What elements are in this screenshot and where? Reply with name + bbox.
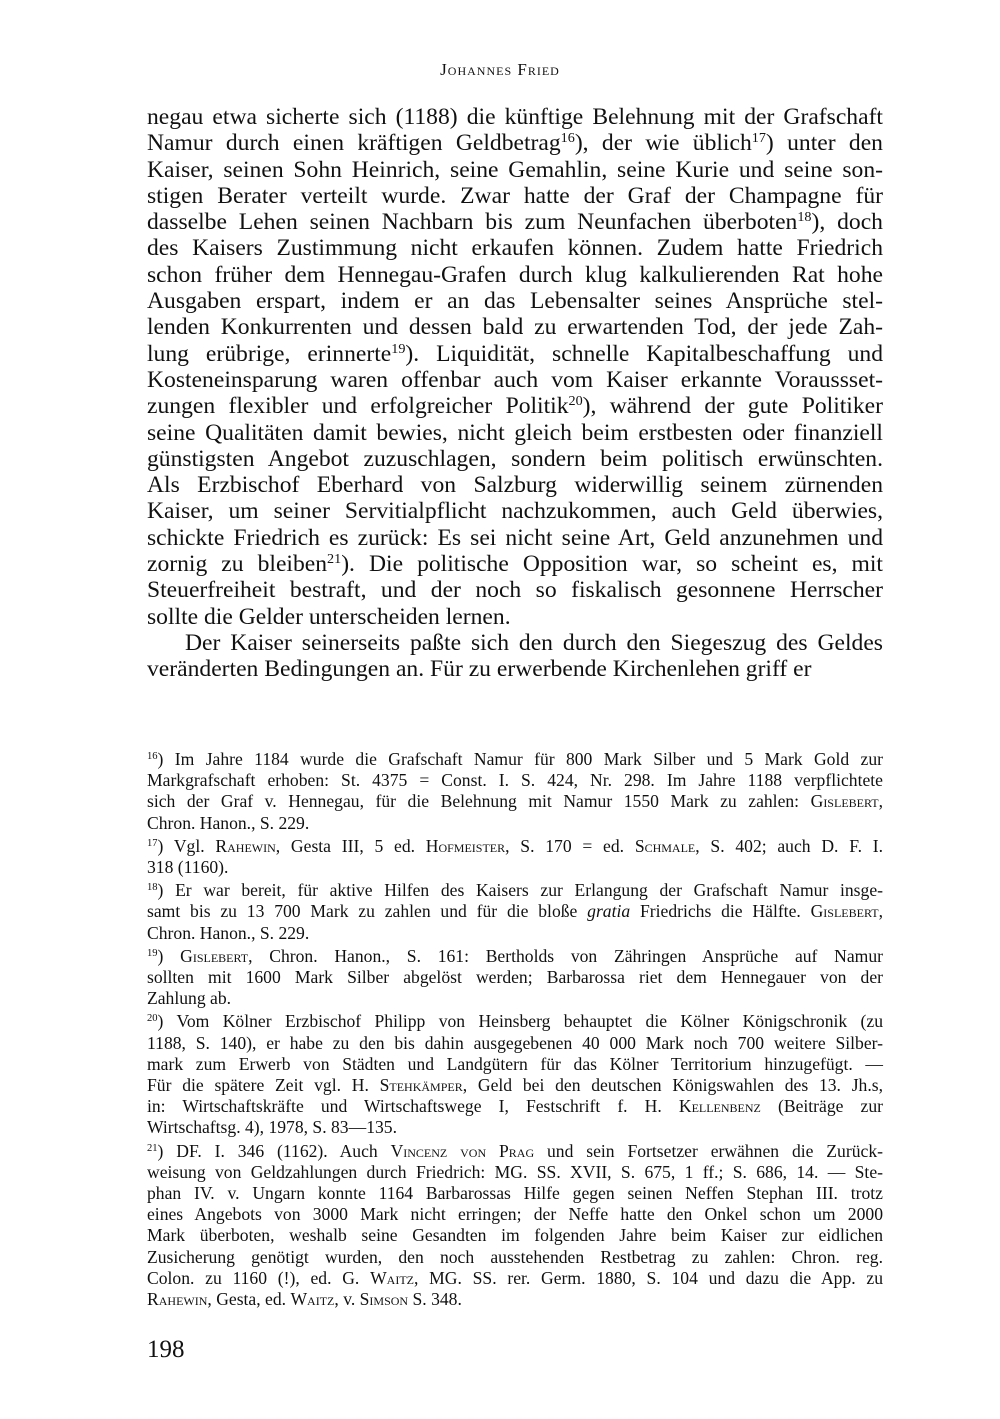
author-name: Gislebert	[810, 901, 879, 922]
footnote-reference: 18	[797, 209, 812, 226]
footnote-number: 19	[147, 948, 158, 960]
footnote-reference: 20	[568, 393, 583, 410]
footnote-number: 16	[147, 751, 158, 763]
text-line: stigen Berater verteilt wurde. Zwar hatte der Graf der Champagne für	[147, 182, 883, 209]
text-line: des Kaisers Zustimmung nicht erkaufen können. Zudem hatte Friedrich	[147, 235, 883, 262]
footnote-line: Zusicherung genötigt wurden, den noch ausstehenden Restbetrag zu zahlen: Chron. reg.	[147, 1246, 883, 1267]
page-number: 198	[147, 1336, 185, 1363]
text-line: Kosteneinsparung waren offenbar auch vom Kaiser erkannte Voraussset-	[147, 366, 883, 393]
text-line: Kaiser, seinen Sohn Heinrich, seine Gemahlin, seine Kurie und seine son-	[147, 156, 883, 183]
author-name: Kellenbenz	[678, 1096, 761, 1117]
text-line: Steuerfreiheit bestraft, und der noch so fiskalisch gesonnene Herrscher	[147, 577, 883, 604]
footnote-17	[147, 836, 883, 878]
author-name: Hofmeister	[425, 835, 506, 856]
text-line: Ausgaben erspart, indem er an das Lebensalter seines Ansprüche stel-	[147, 288, 883, 315]
footnote-number: 17	[147, 838, 158, 850]
author-name: Vincenz von Prag	[390, 1140, 535, 1161]
author-name: Waitz	[290, 1289, 335, 1310]
text-line: Als Erzbischof Eberhard von Salzburg widerwillig seinem zürnenden	[147, 472, 883, 499]
author-name: Simson	[359, 1289, 409, 1310]
footnote-20	[147, 1011, 883, 1138]
paragraph	[147, 630, 883, 683]
footnote-line: sich der Graf v. Hennegau, für die Belehnung mit Namur 1550 Mark zu zahlen: Gislebert,	[147, 791, 883, 812]
footnote-line: $^{20}$) Vom Kölner Erzbischof Philipp von Heinsberg behauptet die Kölner Königschronik (zu	[147, 1011, 883, 1032]
footnote-reference: 16	[560, 130, 575, 147]
footnote-reference: 21	[327, 551, 342, 568]
footnote-line: $^{19}$) Gislebert, Chron. Hanon., S. 161: Bertholds von Zähringen Ansprüche auf Namur	[147, 945, 883, 966]
footnote-line: Chron. Hanon., S. 229.	[147, 922, 310, 943]
author-name: Gislebert	[180, 945, 249, 966]
footnote-21	[147, 1141, 883, 1311]
footnote-number: 21	[147, 1142, 158, 1154]
footnote-line: Zahlung ab.	[147, 988, 232, 1009]
author-name: Rahewin	[215, 835, 276, 856]
footnote-line: samt bis zu 13 700 Mark zu zahlen und für die bloße gratia Friedrichs die Hälfte. Gislebert,	[147, 901, 883, 922]
footnote-reference: 19	[391, 340, 406, 357]
footnote-line: phan IV. v. Ungarn konnte 1164 Barbarossas Hilfe gegen seinen Neffen Stephan III. trotz	[147, 1183, 883, 1204]
text-line: zungen flexibler und erfolgreicher Politik$^{20}$), während der gute Politiker	[147, 393, 883, 420]
author-name: Stehkämper	[379, 1075, 463, 1096]
text-line: Namur durch einen kräftigen Geldbetrag$^{16}$), der wie üblich$^{17}$) unter den	[147, 130, 883, 157]
author-name: Rahewin	[147, 1289, 208, 1310]
italic-term: gratia	[587, 901, 631, 922]
footnotes	[147, 749, 883, 1312]
text-line: Kaiser, um seiner Servitialpflicht nachzukommen, auch Geld überwies,	[147, 498, 883, 525]
footnote-line: $^{16}$) Im Jahre 1184 wurde die Grafschaft Namur für 800 Mark Silber und 5 Mark Gold zur	[147, 749, 883, 769]
text-line: Der Kaiser seinerseits paßte sich den durch den Siegeszug des Geldes	[185, 629, 883, 656]
footnote-number: 20	[147, 1013, 158, 1025]
text-line: zornig zu bleiben$^{21}$). Die politische Opposition war, so scheint es, mit	[147, 551, 883, 578]
text-line: dasselbe Lehen seinen Nachbarn bis zum Neunfachen überboten$^{18}$), doch	[147, 209, 883, 236]
footnote-line: Colon. zu 1160 (!), ed. G. Waitz, MG. SS. rer. Germ. 1880, S. 104 und dazu die App. zu	[147, 1267, 883, 1288]
footnote-line: weisung von Geldzahlungen durch Friedrich: MG. SS. XVII, S. 675, 1 ff.; S. 686, 14. — Ste-	[147, 1161, 883, 1182]
footnote-reference: 17	[751, 130, 766, 147]
footnote-line: eines Angebots von 3000 Mark nicht erringen; der Neffe hatte den Onkel schon um 2000	[147, 1204, 883, 1225]
text-line: negau etwa sicherte sich (1188) die künftige Belehnung mit der Grafschaft	[147, 104, 883, 130]
footnote-line: in: Wirtschaftskräfte und Wirtschaftswege I, Festschrift f. H. Kellenbenz (Beiträge zur	[147, 1096, 883, 1117]
footnote-number: 18	[147, 882, 158, 894]
footnote-18	[147, 880, 883, 944]
author-name: Waitz	[370, 1267, 415, 1288]
text-line: günstigsten Angebot zuzuschlagen, sondern beim politisch erwünschten.	[147, 445, 883, 472]
paragraph	[147, 104, 883, 630]
footnote-line: sollten mit 1600 Mark Silber abgelöst werden; Barbarossa riet dem Hennegauer von der	[147, 967, 883, 988]
text-line: seine Qualitäten damit bewies, nicht gleich beim erstbesten oder finanziell	[147, 419, 883, 446]
footnote-16	[147, 749, 883, 834]
text-line: lung erübrige, erinnerte$^{19}$). Liquidität, schnelle Kapitalbeschaffung und	[147, 340, 883, 367]
footnote-line: $^{18}$) Er war bereit, für aktive Hilfen des Kaisers zur Erlangung der Grafschaft Namur insge-	[147, 880, 883, 901]
text-line: schickte Friedrich es zurück: Es sei nicht seine Art, Geld anzunehmen und	[147, 524, 883, 551]
footnote-line: 318 (1160).	[147, 857, 229, 878]
footnote-line: Für die spätere Zeit vgl. H. Stehkämper, Geld bei den deutschen Königswahlen des 13. Jh.s,	[147, 1075, 883, 1096]
footnote-line: Markgrafschaft erhoben: St. 4375 = Const. I. S. 424, Nr. 298. Im Jahre 1188 verpflichtete	[147, 770, 883, 791]
running-head: Johannes Fried	[440, 60, 560, 79]
footnote-line: 1188, S. 140), er habe zu den bis dahin ausgegebenen 40 000 Mark noch 700 weitere Silber-	[147, 1032, 883, 1053]
text-line: sollte die Gelder unterscheiden lernen.	[147, 603, 511, 630]
author-name: Gislebert	[810, 791, 879, 812]
footnote-19	[147, 946, 883, 1010]
footnote-line: Wirtschaftsg. 4), 1978, S. 83—135.	[147, 1117, 397, 1138]
footnote-line: $^{17}$) Vgl. Rahewin, Gesta III, 5 ed. Hofmeister, S. 170 = ed. Schmale, S. 402; auch D. F. I.	[147, 835, 883, 856]
footnote-line: mark zum Erwerb von Städten und Landgütern für das Kölner Territorium hinzugefügt. —	[147, 1053, 883, 1074]
footnote-line: Mark überboten, weshalb seine Gesandten im folgenden Jahre beim Kaiser zur eidlichen	[147, 1225, 883, 1246]
main-text	[147, 104, 883, 683]
footnote-line: Chron. Hanon., S. 229.	[147, 812, 310, 833]
text-line: schon früher dem Hennegau-Grafen durch klug kalkulierenden Rat hohe	[147, 261, 883, 288]
author-name: Schmale	[634, 835, 696, 856]
footnote-line: Rahewin, Gesta, ed. Waitz, v. Simson S. 348.	[147, 1289, 462, 1310]
text-line: veränderten Bedingungen an. Für zu erwerbende Kirchenlehen griff er	[147, 656, 812, 683]
text-line: lenden Konkurrenten und dessen bald zu erwartenden Tod, der jede Zah-	[147, 314, 883, 341]
footnote-line: $^{21}$) DF. I. 346 (1162). Auch Vincenz von Prag und sein Fortsetzer erwähnen die Zurück-	[147, 1140, 883, 1161]
